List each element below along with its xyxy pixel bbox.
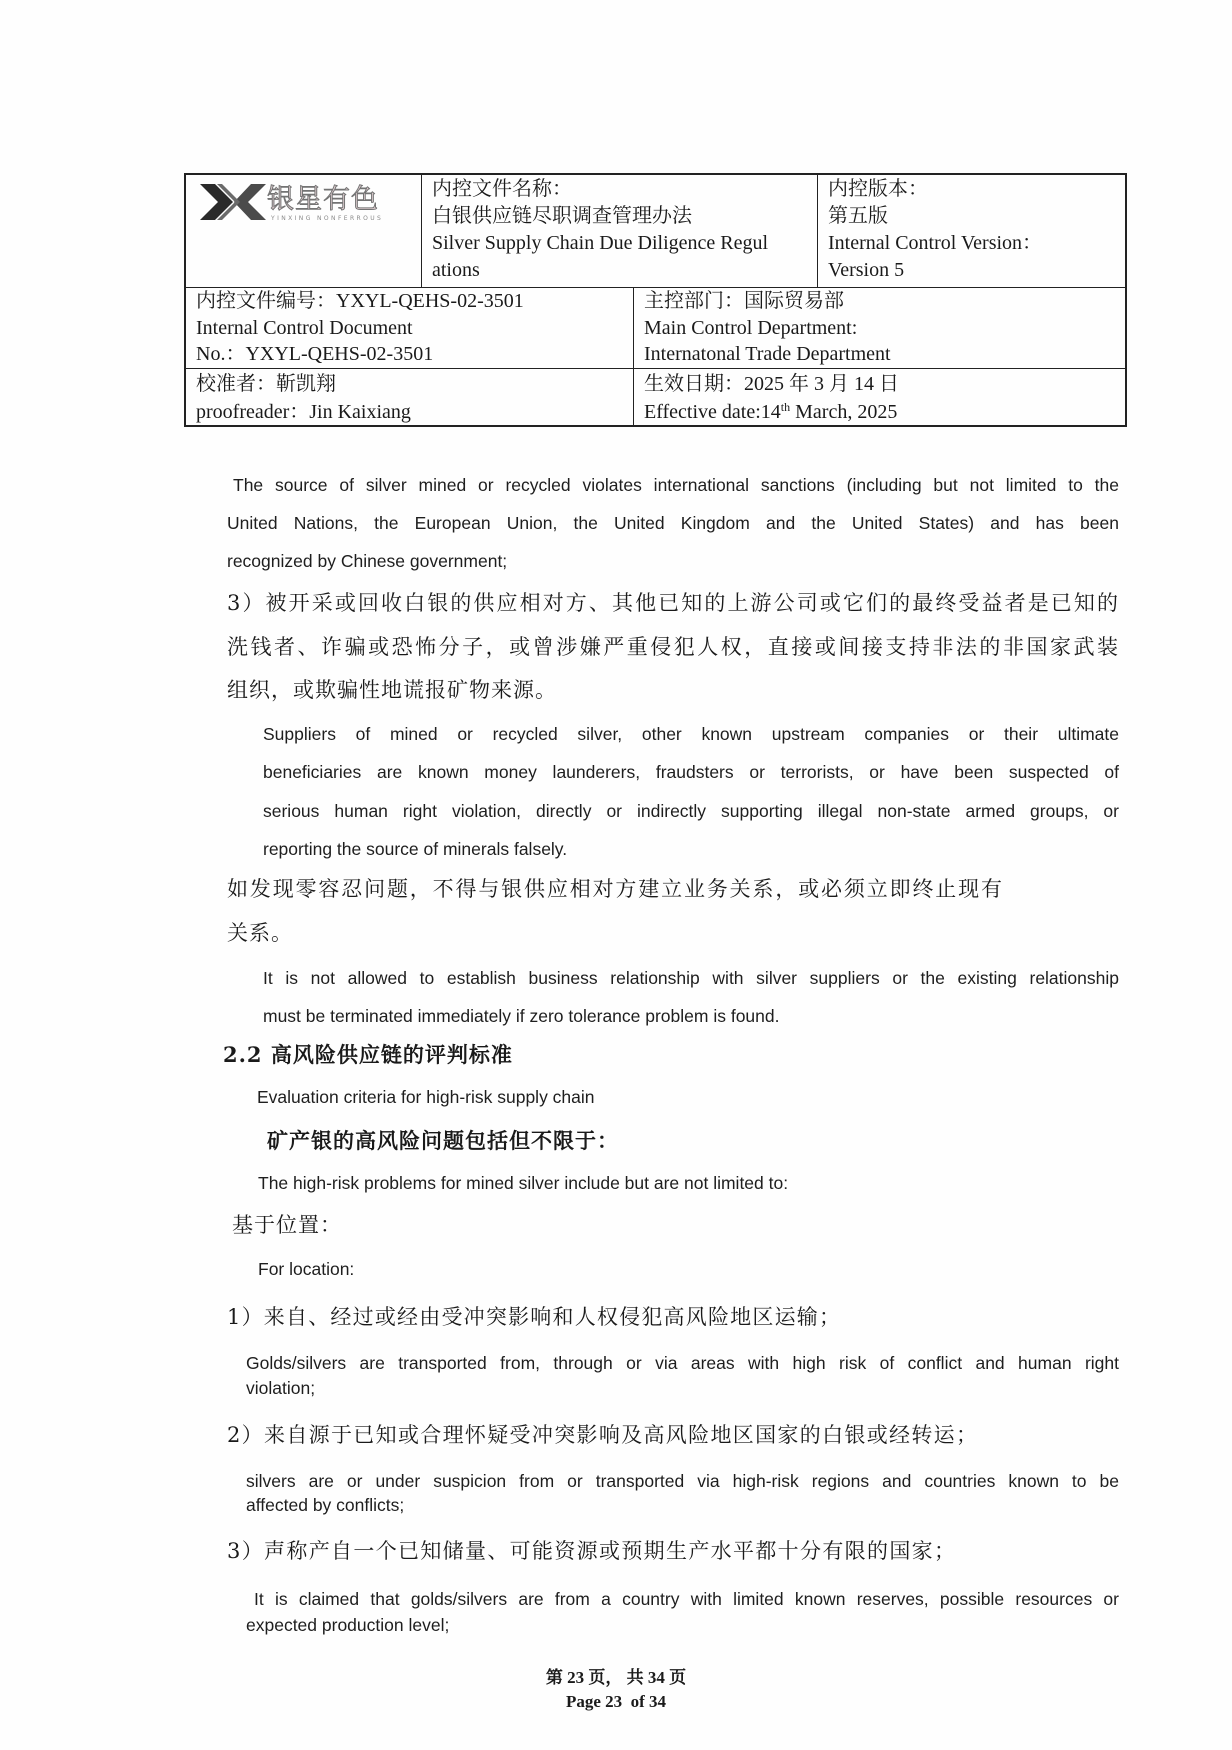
item-3-en-line: reporting the source of minerals falsely. bbox=[263, 839, 568, 859]
location-item-1-cn: 1）来自、经过或经由受冲突影响和人权侵犯高风险地区运输； bbox=[227, 1305, 841, 1329]
logo-name-en: YINXING NONFERROUS bbox=[271, 215, 384, 222]
proofreader-cn: 校准者：靳凯翔 bbox=[196, 373, 336, 395]
document-name-en-line2: ations bbox=[432, 259, 480, 281]
version-en-label: Internal Control Version： bbox=[828, 232, 1043, 254]
version-cn: 第五版 bbox=[828, 205, 888, 227]
department-en-line1: Main Control Department: bbox=[644, 316, 858, 339]
document-name-cell bbox=[421, 175, 817, 287]
document-number-en-line2: No.：YXYL-QEHS-02-3501 bbox=[196, 343, 434, 365]
proofreader-en: proofreader：Jin Kaixiang bbox=[196, 401, 411, 423]
proofreader-cell bbox=[186, 368, 633, 425]
document-name-cn: 白银供应链尽职调查管理办法 bbox=[432, 205, 692, 227]
mined-silver-heading-cn: 矿产银的高风险问题包括但不限于： bbox=[267, 1128, 619, 1153]
item-3-en-line: serious human right violation, directly or indirectly supporting illegal non-state armed groups, or bbox=[263, 801, 1119, 821]
document-name-en-line1: Silver Supply Chain Due Diligence Regul bbox=[432, 232, 769, 254]
location-item-3-cn: 3）声称产自一个已知储量、可能资源或预期生产水平都十分有限的国家； bbox=[227, 1539, 956, 1563]
company-logo-mark-icon bbox=[200, 184, 266, 220]
item-3-cn-line: 组织，或欺骗性地谎报矿物来源。 bbox=[227, 678, 557, 702]
version-en: Version 5 bbox=[828, 259, 905, 281]
zero-tolerance-en-line: must be terminated immediately if zero tolerance problem is found. bbox=[263, 1006, 780, 1026]
page-number-cn: 第 23 页， 共 34 页 bbox=[545, 1668, 687, 1687]
page-number-en: Page 23 of 34 bbox=[565, 1692, 667, 1711]
mined-silver-heading-en: The high-risk problems for mined silver include but are not limited to: bbox=[258, 1173, 789, 1193]
version-cell bbox=[817, 175, 1125, 287]
location-heading-en: For location: bbox=[258, 1259, 355, 1279]
version-label: 内控版本： bbox=[828, 178, 928, 200]
location-item-3-en-line: expected production level; bbox=[246, 1615, 450, 1635]
department-cell bbox=[633, 287, 1125, 368]
logo-cell bbox=[186, 175, 421, 287]
location-item-2-en-line: silvers are or under suspicion from or transported via high-risk regions and countries known to be bbox=[246, 1471, 1119, 1491]
document-number-en-line1: Internal Control Document bbox=[196, 316, 413, 339]
location-item-2-cn: 2）来自源于已知或合理怀疑受冲突影响及高风险地区国家的白银或经转运； bbox=[227, 1423, 978, 1447]
location-item-3-en-line: It is claimed that golds/silvers are from a country with limited known reserves, possible resources or bbox=[254, 1589, 1119, 1609]
logo-name-cn: 银星有色 bbox=[267, 184, 379, 215]
zero-tolerance-en-line: It is not allowed to establish business relationship with silver suppliers or the existing relationship bbox=[263, 968, 1119, 988]
sanctions-en-line: The source of silver mined or recycled violates international sanctions (including but not limited to the bbox=[233, 475, 1119, 495]
location-item-1-en-line: Golds/silvers are transported from, through or via areas with high risk of conflict and human right bbox=[246, 1353, 1119, 1373]
sanctions-en-line: United Nations, the European Union, the United Kingdom and the United States) and has been bbox=[227, 513, 1119, 533]
effective-date-cell bbox=[633, 368, 1125, 425]
document-number-cell bbox=[186, 287, 633, 368]
zero-tolerance-cn-line: 关系。 bbox=[227, 921, 293, 945]
effective-date-en bbox=[644, 398, 1125, 426]
department-cn: 主控部门：国际贸易部 bbox=[644, 290, 844, 312]
document-name-label: 内控文件名称： bbox=[432, 178, 572, 200]
effective-date-en-superscript: th bbox=[780, 400, 791, 414]
zero-tolerance-cn-line: 如发现零容忍问题，不得与银供应相对方建立业务关系，或必须立即终止现有 bbox=[227, 877, 1003, 901]
location-item-1-en-line: violation; bbox=[246, 1378, 316, 1398]
sanctions-en-line: recognized by Chinese government; bbox=[227, 551, 508, 571]
item-3-en-line: Suppliers of mined or recycled silver, other known upstream companies or their ultimate bbox=[263, 724, 1119, 744]
effective-date-cn: 生效日期：2025 年 3 月 14 日 bbox=[644, 373, 899, 395]
effective-date-en-suffix: March, 2025 bbox=[790, 401, 898, 423]
section-title-en: Evaluation criteria for high-risk supply chain bbox=[257, 1087, 595, 1107]
section-title-cn: 2.2 高风险供应链的评判标准 bbox=[223, 1042, 513, 1067]
location-item-2-en-line: affected by conflicts; bbox=[246, 1495, 405, 1515]
item-3-cn-line: 3）被开采或回收白银的供应相对方、其他已知的上游公司或它们的最终受益者是已知的 bbox=[227, 591, 1119, 615]
header-table bbox=[184, 173, 1127, 427]
item-3-en-line: beneficiaries are known money launderers, fraudsters or terrorists, or have been suspected of bbox=[263, 762, 1119, 782]
item-3-cn-line: 洗钱者、诈骗或恐怖分子，或曾涉嫌严重侵犯人权，直接或间接支持非法的非国家武装 bbox=[227, 635, 1119, 659]
department-en-line2: Internatonal Trade Department bbox=[644, 343, 891, 365]
location-heading-cn: 基于位置： bbox=[232, 1213, 342, 1237]
document-number-cn: 内控文件编号：YXYL-QEHS-02-3501 bbox=[196, 290, 524, 312]
effective-date-en-prefix: Effective date:14 bbox=[644, 401, 781, 423]
